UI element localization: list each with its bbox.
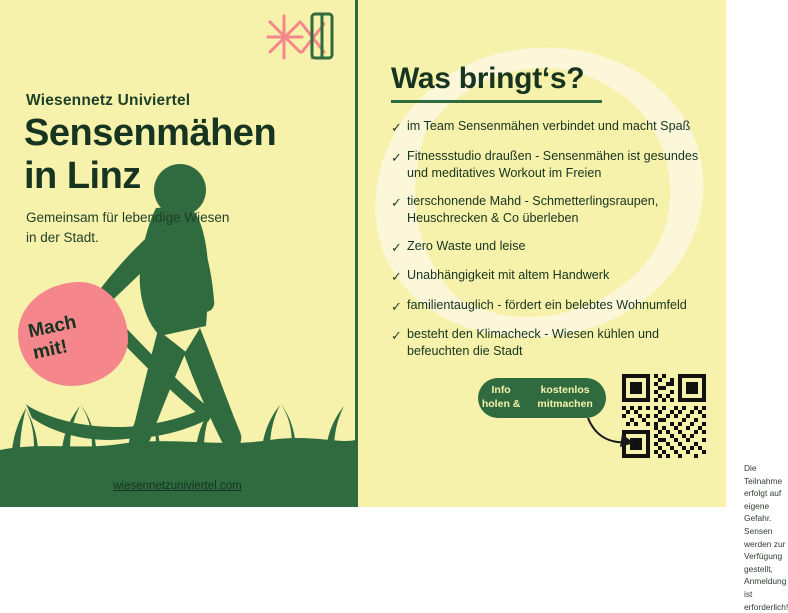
headline-line-1: Sensenmähen: [24, 112, 277, 154]
subtitle: [26, 208, 229, 247]
website-link[interactable]: wiesennetzuniviertel.com: [113, 480, 242, 492]
brand-label: Wiesennetz Univiertel: [26, 92, 191, 109]
fineprint: [744, 462, 788, 613]
page-title: [24, 112, 276, 197]
list-item: [391, 118, 709, 137]
join-badge-line-2: mit!: [30, 335, 70, 364]
list-item: [391, 297, 709, 316]
list-item-label: familientauglich - fördert ein belebtes Wohnumfeld: [407, 297, 687, 312]
list-item: [391, 267, 709, 286]
list-item-label: tierschonende Mahd - Schmetterlingsraupen, Heuschrecken & Co überleben: [407, 193, 659, 225]
list-item-label: Fitnessstudio draußen - Sensenmähen ist gesundes und meditatives Workout im Freien: [407, 148, 699, 180]
cta-line-2: kostenlos mitmachen: [537, 384, 593, 410]
subtitle-line-1: Gemeinsam für lebendige Wiesen: [26, 210, 230, 225]
sun-sparkle-icon: [268, 8, 352, 66]
list-item: [391, 148, 709, 182]
list-item-label: Unabhängigkeit mit altem Handwerk: [407, 268, 610, 283]
check-icon: ✓: [391, 269, 402, 285]
check-icon: ✓: [391, 239, 402, 255]
list-item: [391, 326, 709, 360]
list-item: [391, 193, 709, 227]
check-icon: ✓: [391, 194, 402, 210]
check-icon: ✓: [391, 120, 402, 135]
benefits-list: [391, 118, 709, 371]
list-item-label: im Team Sensenmähen verbindet und macht Spaß: [407, 119, 691, 133]
join-badge-line-1: Mach: [26, 311, 79, 343]
list-item-label: Zero Waste und leise: [407, 238, 526, 253]
list-item-label: besteht den Klimacheck - Wiesen kühlen und befeuchten die Stadt: [407, 327, 660, 359]
title-underline: [391, 100, 602, 103]
list-item: [391, 238, 709, 257]
info-cta-button[interactable]: [478, 378, 606, 418]
benefits-title: Was bringt‘s?: [391, 62, 585, 95]
panel-divider: [355, 0, 358, 507]
fineprint-line-1: Die Teilnahme erfolgt auf eigene Gefahr.: [744, 463, 783, 524]
check-icon: ✓: [391, 298, 402, 314]
curved-arrow-icon: [586, 414, 642, 450]
cta-line-1: Info holen &: [481, 384, 521, 410]
subtitle-line-2: in der Stadt.: [26, 229, 99, 245]
check-icon: ✓: [391, 328, 402, 344]
left-panel: [0, 0, 355, 507]
headline-line-2: in Linz: [24, 154, 141, 197]
check-icon: ✓: [391, 149, 402, 165]
fineprint-line-2: Sensen werden zur Verfügung gestellt, Anmeldung ist erforderlich!: [744, 526, 788, 612]
